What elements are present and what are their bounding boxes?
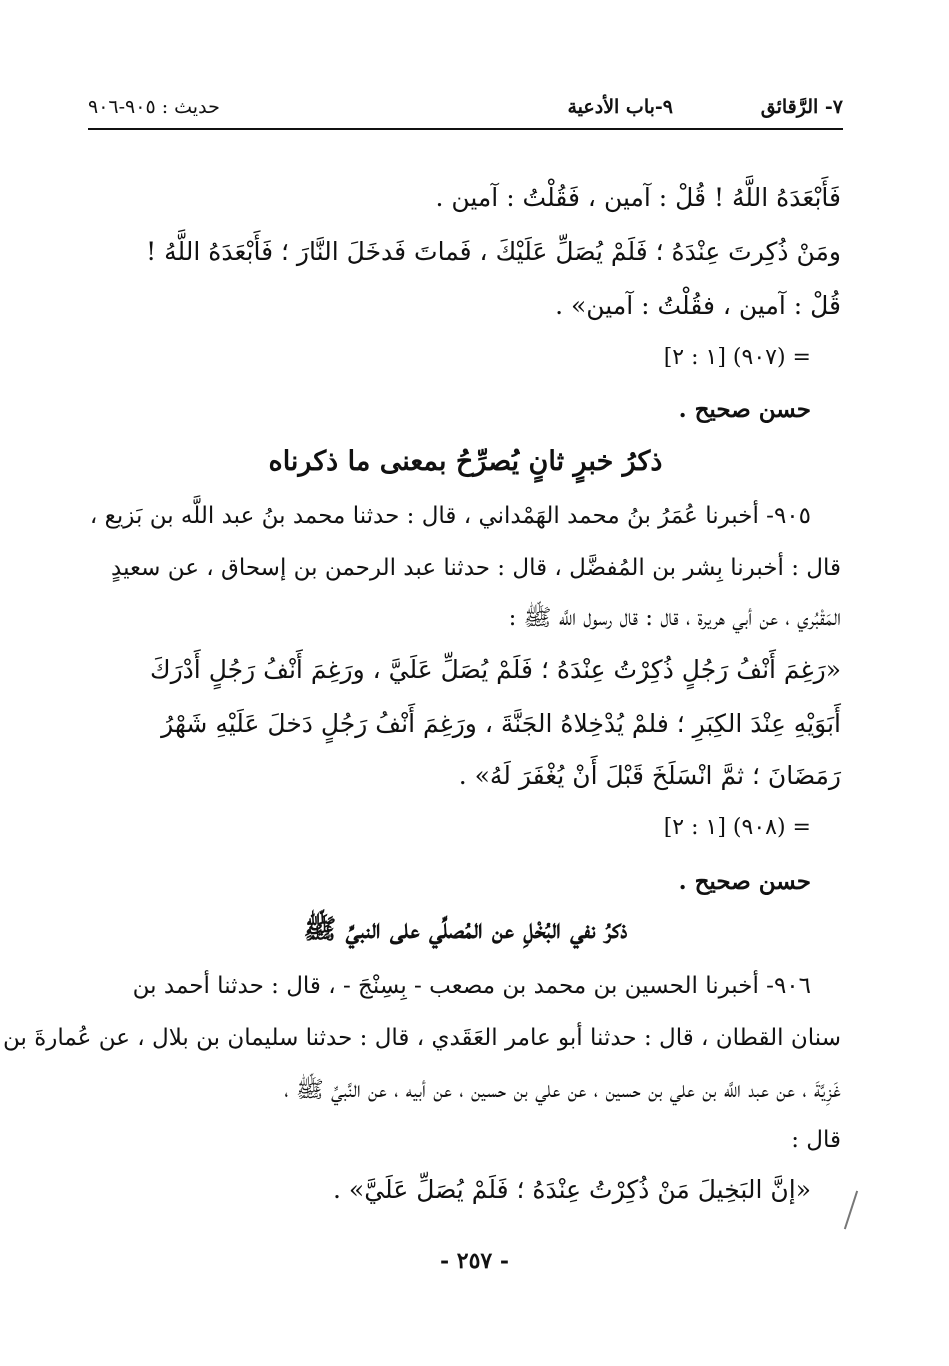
section-heading: ذكرُ خبرٍ ثانٍ يُصرِّحُ بمعنى ما ذكرناه: [268, 446, 663, 477]
text-line: ومَنْ ذُكِرتَ عِنْدَهُ ؛ فَلَمْ يُصَلِّ عَلَيْكَ ، فَماتَ فَدخَلَ النَّارَ ؛ فَأَبْعَدَهُ اللَّهُ !: [146, 237, 841, 266]
text-line: فَأَبْعَدَهُ اللَّهُ ! قُلْ : آمين ، فَقُلْتُ : آمين .: [435, 183, 841, 212]
hadith-range: حديث : ٩٠٥-٩٠٦: [88, 96, 220, 118]
section-title: ٩-باب الأدعية: [567, 96, 673, 118]
matn-line: «إنَّ البَخِيلَ مَنْ ذُكِرْتُ عِنْدَهُ ؛ فَلَمْ يُصَلِّ عَلَيَّ» .: [333, 1175, 811, 1204]
isnad-line: سنان القطان ، قال : حدثنا أبو عامر العَقَدي ، قال : حدثنا سليمان بن بلال ، عن عُمارةَ بن: [2, 1025, 841, 1051]
matn-line: «رَغِمَ أَنْفُ رَجُلٍ ذُكِرْتُ عِنْدَهُ ؛ فَلَمْ يُصَلِّ عَلَيَّ ، ورَغِمَ أَنْفُ رَجُلٍ أَدْرَكَ: [149, 655, 841, 684]
text-line: قُلْ : آمين ، فقُلْتُ : آمين» .: [555, 291, 841, 320]
grading: حسن صحيح .: [678, 868, 811, 895]
cross-reference: = (٩٠٨) [١ : ٢]: [663, 815, 811, 840]
matn-line: رَمَضَانَ ؛ ثمَّ انْسَلَخَ قَبْلَ أَنْ يُغْفَرَ لَهُ» .: [458, 761, 841, 790]
section-heading: ذكرُ نفي البُخْلِ عن المُصلِّي على النبيِّ ﷺ: [303, 914, 628, 945]
isnad-line: قال : أخبرنا بِشر بن المُفضَّل ، قال : حدثنا عبد الرحمن بن إسحاق ، عن سعيدٍ: [111, 555, 841, 581]
isnad-line: ٩٠٥- أخبرنا عُمَرُ بنُ محمد الهَمْداني ، قال : حدثنا محمد بنُ عبد اللَّه بن بَزيع ،: [89, 503, 811, 529]
margin-mark: [844, 1191, 858, 1230]
running-header: [88, 92, 843, 130]
matn-line: أَبَوَيْهِ عِنْدَ الكِبَرِ ؛ فلمْ يُدْخِلاهُ الجَنَّةَ ، ورَغِمَ أَنْفُ رَجُلٍ دَخلَ عَلَيْهِ شَهْرُ: [161, 709, 841, 738]
isnad-line: المَقْبُري ، عن أبي هريرة ، قال : قال رسول اللَّه ﷺ :: [508, 605, 841, 631]
isnad-line: ٩٠٦- أخبرنا الحسين بن محمد بن مصعب - بِسِنْجَ - ، قال : حدثنا أحمد بن: [132, 973, 811, 999]
isnad-line: غَزِيَّةَ ، عن عبد اللَّه بن علي بن حسين ، عن علي بن حسين ، عن أبيه ، عن النَّبيِّ ﷺ ،: [284, 1077, 841, 1103]
grading: حسن صحيح .: [678, 396, 811, 423]
isnad-line: قال :: [791, 1127, 841, 1153]
chapter-title: ٧- الرَّقائق: [760, 96, 843, 118]
page-number: - ٢٥٧ -: [439, 1248, 510, 1274]
cross-reference: = (٩٠٧) [١ : ٢]: [663, 345, 811, 370]
